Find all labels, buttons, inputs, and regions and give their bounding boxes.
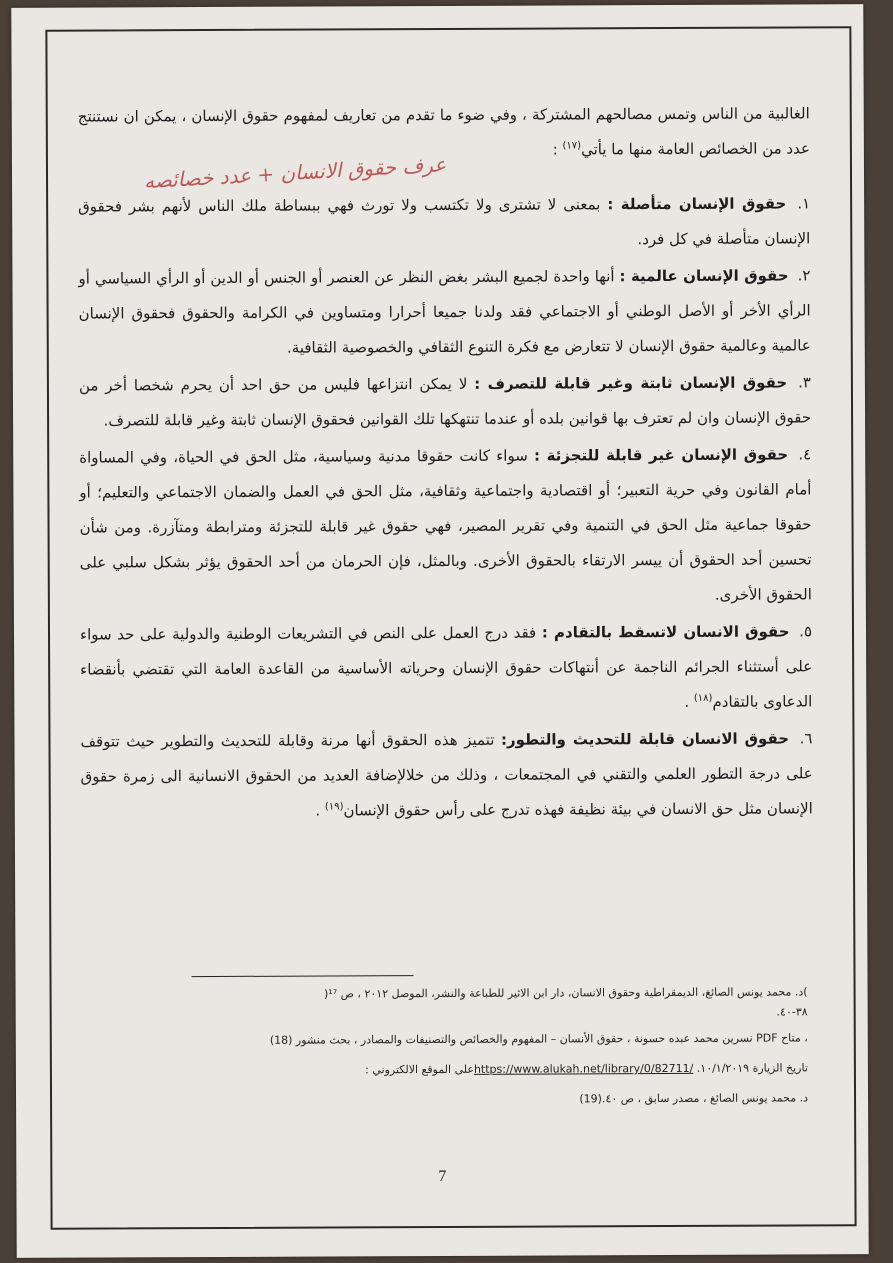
list-item-heading: حقوق الانسان لاتسقط بالتقادم :: [541, 622, 790, 642]
footnotes: [146, 982, 809, 1117]
footnote-ref-19: (١٩): [324, 801, 344, 813]
list-item-3: [79, 365, 811, 438]
document-page: [11, 4, 868, 1258]
intro-text: الغالبية من الناس وتمس مصالحهم المشتركة ، وفي ضوء ما تقدم من تعاريف لمفهوم حقوق الإنسان ، يمكن ان نستنتج عدد من الخصائص العامة منها ما يأتي: [77, 104, 810, 159]
list-item-heading: حقوق الإنسان ثابتة وغير قابلة للتصرف :: [474, 373, 788, 393]
list-item-text: لا يمكن انتزاعها فليس من حق احد أن يحرم شخصا أخر من حقوق الإنسان وان لم تعترف بها قوانين بلده أو عندما تنتهكها تلك القوانين فحقوق الإنسان ثابتة وغير قابلة للتصرف.: [78, 374, 812, 430]
footnote-18: [146, 1028, 808, 1051]
handwritten-note: [70, 154, 540, 194]
list-item-heading: حقوق الإنسان متأصلة :: [607, 194, 787, 214]
list-item-2: [78, 258, 810, 366]
list-number: ٤.: [798, 445, 812, 464]
footnote-18-visit: [146, 1058, 808, 1081]
list-item-text: بمعنى لا تشترى ولا تكتسب ولا تورث فهي ببساطة ملك الناس لأنهم بشر فحقوق الإنسان متأصلة في كل فرد.: [78, 195, 811, 249]
list-item-text: أنها واحدة لجميع البشر بغض النظر عن العنصر أو الجنس أو الدين أو الرأي السياسي أو الرأي الأخر أو الأصل الوطني أو الاجتماعي فقد ولدنا جميعا أحرارا ومتساوين في الكرامة والحقوق فحقوق الإنسان عالمية وعالمية حقوق الإنسان لا تتعارض مع فكرة التنوع الثقافي والخصوصية الثقافية.: [78, 267, 811, 357]
list-item-1: [78, 186, 810, 259]
list-item-heading: حقوق الإنسان عالمية :: [619, 266, 789, 286]
list-number: ١.: [797, 194, 811, 213]
list-item-heading: حقوق الإنسان غير قابلة للتجزئة :: [533, 445, 789, 465]
list-item-end: .: [315, 801, 325, 820]
handwritten-note-text: عرف حقوق الانسان + عدد خصائصه: [143, 152, 447, 194]
list-item-text: فقد درج العمل على النص في التشريعات الوطنية والدولية على حد سواء على أستثناء الجرائم الناجمة عن أنتهاكات حقوق الإنسان وحرياته الأساسية من القاعدة العامة التي تقتضي بأنقضاء الدعاوى بالتقادم: [79, 623, 813, 711]
footnote-17-line1: )د. محمد يونس الصائغ، الديمقراطية وحقوق الانسان، دار ابن الاثير للطباعة والنشر، الموصل ٢٠١٢ ، ص ¹⁷(: [323, 985, 808, 1001]
list-item-6: [80, 721, 812, 829]
footnote-ref-18: (١٨): [693, 692, 713, 704]
list-item-heading: حقوق الانسان قابلة للتحديث والتطور:: [500, 729, 790, 749]
list-number: ٣.: [798, 373, 811, 392]
list-number: ٢.: [797, 266, 811, 285]
footnote-19: [146, 1088, 808, 1111]
page-number: 7: [438, 1167, 447, 1186]
footnote-ref-17: (١٧): [562, 140, 582, 152]
footnote-17-line2: ٣٨-٤٠.: [776, 1005, 808, 1019]
list-item-end: .: [684, 692, 694, 711]
list-item-4: [79, 437, 812, 615]
footnote-17: [146, 982, 808, 1025]
list-number: ٥.: [799, 622, 813, 641]
footnote-18-site-label: على الموقع الالكتروني :: [365, 1062, 474, 1077]
footnote-18-date: تاريخ الزيارة ١٠/١/٢٠١٩.: [693, 1061, 808, 1075]
main-text: [78, 96, 813, 829]
footnote-18-url-link[interactable]: https://www.alukah.net/library/0/82711/: [473, 1061, 694, 1076]
footnote-18-line1: ، متاح PDF نسرين محمد عبده حسونة ، حقوق الأنسان – المفهوم والخصائص والتصنيفات والمصادر ، بحث منشور (18): [269, 1031, 808, 1047]
list-number: ٦.: [799, 729, 813, 748]
list-item-text: تتميز هذه الحقوق أنها مرنة وقابلة للتحديث والتطوير حيث تتوقف على درجة التطور العلمي والتقني في المجتمعات ، وذلك من خلالإضافة العديد من الحقوق الانسانية الى زمرة حقوق الإنسان مثل حق الانسان في بيئة نظيفة فهذه تدرج على رأس حقوق الإنسان: [80, 730, 813, 820]
list-item-5: [80, 614, 812, 722]
footnote-19-text: د. محمد يونس الصائغ ، مصدر سابق ، ص ٤٠.(19): [579, 1091, 809, 1106]
intro-end: :: [552, 140, 563, 159]
list-item-text: سواء كانت حقوقا مدنية وسياسية، مثل الحق في الحياة، وفي المساواة أمام القانون وفي حرية التعبير؛ أو اقتصادية واجتماعية وثقافية، مثل الحق في العمل والضمان الاجتماعي والتعليم؛ أو حقوقا جماعية مثل الحق في التنمية وفي تقرير المصير، فهي حقوق غير قابلة للتجزئة ومترابطة ومتآزرة. ومن شأن تحسين أحد الحقوق أن ييسر الارتقاء بالحقوق الأخرى. وبالمثل، فإن الحرمان من أحد الحقوق يؤثر بشكل سلبي على الحقوق الأخرى.: [79, 446, 812, 604]
